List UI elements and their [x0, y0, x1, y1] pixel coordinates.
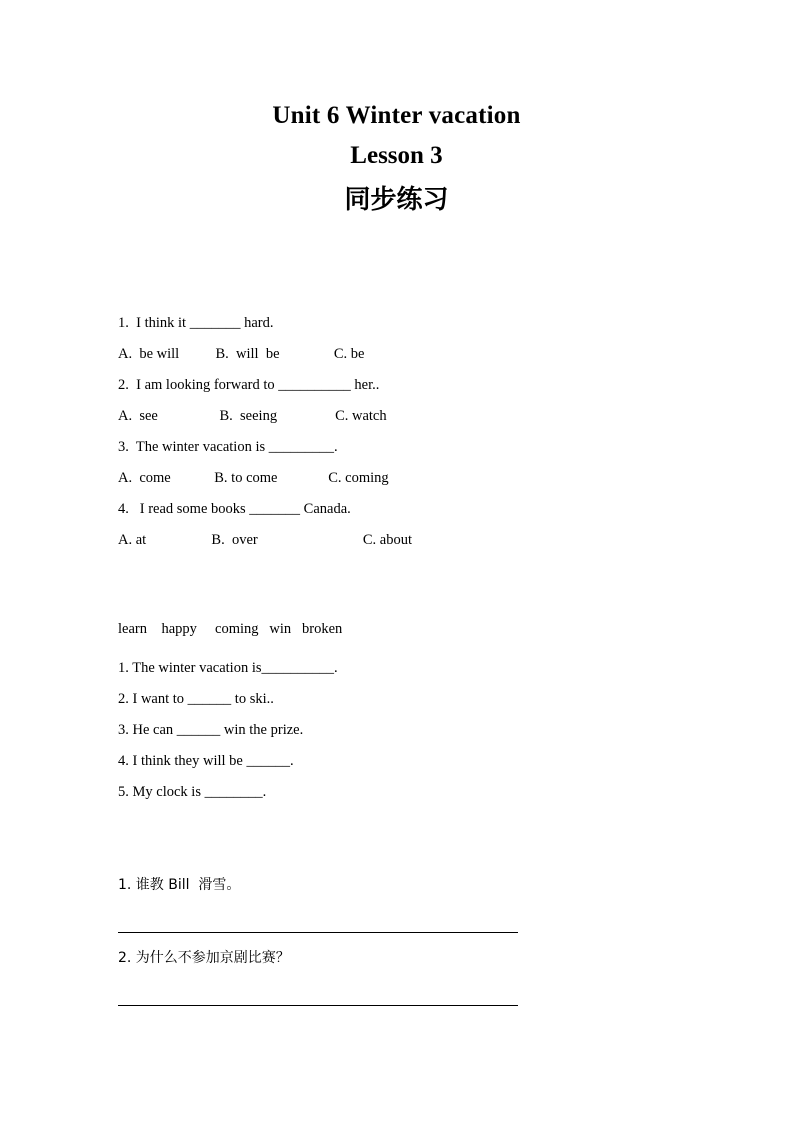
title-chinese: 同步练习: [344, 185, 449, 215]
question-line: 1. I think it _______ hard.: [118, 315, 274, 331]
word-bank-line: learn happy coming win broken: [118, 621, 343, 637]
translation-prompt: 1. 谁教 Bill 滑雪。: [118, 877, 241, 893]
document-title: [0, 0, 793, 222]
option-line: A. see B. seeing C. watch: [118, 408, 387, 424]
option-line: A. come B. to come C. coming: [118, 470, 389, 486]
fill-blank-line: 1. The winter vacation is__________.: [118, 660, 338, 676]
fill-blank-line: 4. I think they will be ______.: [118, 753, 294, 769]
title-lesson: Lesson 3: [350, 142, 443, 169]
translation-prompt: 2. 为什么不参加京剧比赛？: [118, 950, 290, 966]
fill-blank-line: 3. He can ______ win the prize.: [118, 722, 304, 738]
question-line: 3. The winter vacation is _________.: [118, 439, 338, 455]
fill-blank-line: 5. My clock is ________.: [118, 784, 267, 800]
section-multiple-choice: [118, 308, 733, 556]
section-translation: [118, 870, 733, 1006]
fill-blank-line: 2. I want to ______ to ski..: [118, 691, 274, 707]
section-word-bank: [118, 614, 733, 808]
answer-line: [118, 932, 518, 933]
question-line: 4. I read some books _______ Canada.: [118, 501, 351, 517]
option-line: A. at B. over C. about: [118, 532, 413, 548]
title-unit: Unit 6 Winter vacation: [272, 102, 521, 129]
option-line: A. be will B. will be C. be: [118, 346, 365, 362]
answer-line: [118, 1005, 518, 1006]
question-line: 2. I am looking forward to __________ her..: [118, 377, 380, 393]
spacer: [118, 645, 733, 653]
